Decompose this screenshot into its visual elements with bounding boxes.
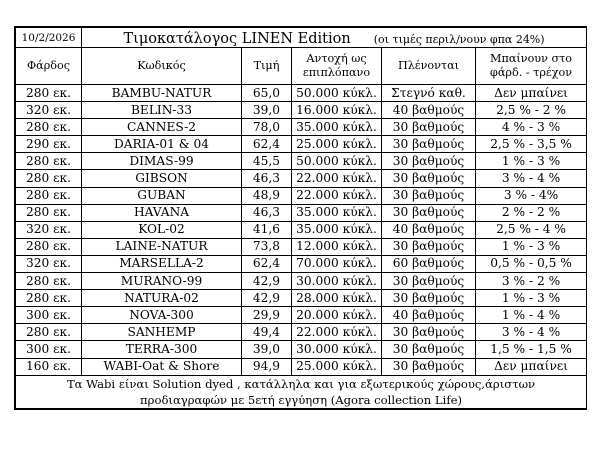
cell-washing: 40 βαθμούς	[382, 307, 476, 324]
table-row	[16, 85, 587, 102]
price-list-date: 10/2/2026	[16, 28, 82, 48]
cell-durability: 35.000 κύκλ.	[292, 221, 382, 238]
cell-shrink: 3 % - 4 %	[476, 324, 587, 341]
cell-washing: 30 βαθμούς	[382, 273, 476, 290]
cell-size: 280 εκ.	[16, 204, 82, 221]
table-row	[16, 290, 587, 307]
cell-shrink: 3 % - 4%	[476, 187, 587, 204]
cell-code: BELIN-33	[82, 102, 242, 119]
cell-shrink: Δεν μπαίνει	[476, 85, 587, 102]
cell-price: 94,9	[242, 358, 292, 375]
cell-durability: 20.000 κύκλ.	[292, 307, 382, 324]
table-row	[16, 307, 587, 324]
cell-code: SANHEMP	[82, 324, 242, 341]
cell-code: DARIA-01 & 04	[82, 136, 242, 153]
price-list-title: Τιμοκατάλογος LINEN Edition	[123, 31, 351, 47]
cell-price: 78,0	[242, 119, 292, 136]
cell-durability: 70.000 κύκλ.	[292, 255, 382, 272]
cell-size: 160 εκ.	[16, 358, 82, 375]
footer-note	[16, 375, 587, 408]
cell-code: KOL-02	[82, 221, 242, 238]
table-row	[16, 204, 587, 221]
cell-shrink: 2,5 % - 3,5 %	[476, 136, 587, 153]
cell-price: 39,0	[242, 341, 292, 358]
cell-durability: 50.000 κύκλ.	[292, 85, 382, 102]
cell-price: 73,8	[242, 238, 292, 255]
cell-size: 320 εκ.	[16, 255, 82, 272]
cell-shrink: 2 % - 2 %	[476, 204, 587, 221]
cell-durability: 30.000 κύκλ.	[292, 341, 382, 358]
cell-size: 280 εκ.	[16, 290, 82, 307]
cell-washing: 30 βαθμούς	[382, 238, 476, 255]
cell-durability: 30.000 κύκλ.	[292, 273, 382, 290]
cell-durability: 35.000 κύκλ.	[292, 119, 382, 136]
cell-code: MARSELLA-2	[82, 255, 242, 272]
table-row	[16, 324, 587, 341]
cell-shrink: 1 % - 3 %	[476, 153, 587, 170]
cell-washing: 30 βαθμούς	[382, 170, 476, 187]
table-row	[16, 153, 587, 170]
cell-code: NOVA-300	[82, 307, 242, 324]
price-table	[15, 27, 587, 409]
cell-price: 29,9	[242, 307, 292, 324]
cell-washing: Στεγνό καθ.	[382, 85, 476, 102]
cell-code: GIBSON	[82, 170, 242, 187]
cell-price: 42,9	[242, 290, 292, 307]
cell-shrink: 3 % - 4 %	[476, 170, 587, 187]
cell-durability: 12.000 κύκλ.	[292, 238, 382, 255]
column-header-shrink: Μπαίνουν στο φάρδ. - τρέχον	[476, 48, 587, 85]
table-row	[16, 221, 587, 238]
cell-washing: 30 βαθμούς	[382, 358, 476, 375]
cell-washing: 30 βαθμούς	[382, 153, 476, 170]
table-row	[16, 187, 587, 204]
cell-shrink: 2,5 % - 4 %	[476, 221, 587, 238]
cell-size: 300 εκ.	[16, 307, 82, 324]
cell-size: 280 εκ.	[16, 273, 82, 290]
cell-price: 62,4	[242, 255, 292, 272]
table-row	[16, 119, 587, 136]
cell-size: 280 εκ.	[16, 324, 82, 341]
cell-shrink: 1 % - 3 %	[476, 238, 587, 255]
cell-code: LAINE-NATUR	[82, 238, 242, 255]
cell-size: 280 εκ.	[16, 170, 82, 187]
column-header-row	[16, 48, 587, 85]
cell-shrink: Δεν μπαίνει	[476, 358, 587, 375]
cell-code: MURANO-99	[82, 273, 242, 290]
cell-durability: 28.000 κύκλ.	[292, 290, 382, 307]
cell-shrink: 1 % - 4 %	[476, 307, 587, 324]
cell-code: WABI-Oat & Shore	[82, 358, 242, 375]
cell-price: 46,3	[242, 204, 292, 221]
footer-note-line2: προδιαγραφών με 5ετή εγγύηση (Agora collection Life)	[140, 392, 463, 407]
table-row	[16, 238, 587, 255]
cell-shrink: 4 % - 3 %	[476, 119, 587, 136]
cell-code: GUBAN	[82, 187, 242, 204]
cell-size: 290 εκ.	[16, 136, 82, 153]
cell-durability: 25.000 κύκλ.	[292, 136, 382, 153]
cell-size: 320 εκ.	[16, 221, 82, 238]
cell-price: 42,9	[242, 273, 292, 290]
cell-washing: 40 βαθμούς	[382, 221, 476, 238]
cell-durability: 22.000 κύκλ.	[292, 170, 382, 187]
cell-durability: 22.000 κύκλ.	[292, 324, 382, 341]
cell-washing: 60 βαθμούς	[382, 255, 476, 272]
cell-price: 39,0	[242, 102, 292, 119]
cell-shrink: 1,5 % - 1,5 %	[476, 341, 587, 358]
cell-size: 280 εκ.	[16, 153, 82, 170]
column-header-code: Κωδικός	[82, 48, 242, 85]
table-row	[16, 170, 587, 187]
cell-code: HAVANA	[82, 204, 242, 221]
cell-price: 62,4	[242, 136, 292, 153]
title-cell	[82, 28, 587, 48]
cell-durability: 35.000 κύκλ.	[292, 204, 382, 221]
cell-washing: 30 βαθμούς	[382, 341, 476, 358]
cell-size: 320 εκ.	[16, 102, 82, 119]
cell-washing: 40 βαθμούς	[382, 102, 476, 119]
cell-shrink: 2,5 % - 2 %	[476, 102, 587, 119]
table-row	[16, 358, 587, 375]
cell-washing: 30 βαθμούς	[382, 204, 476, 221]
table-row	[16, 136, 587, 153]
cell-size: 280 εκ.	[16, 119, 82, 136]
cell-code: TERRA-300	[82, 341, 242, 358]
footer-row	[16, 375, 587, 408]
cell-code: DIMAS-99	[82, 153, 242, 170]
table-row	[16, 102, 587, 119]
cell-shrink: 3 % - 2 %	[476, 273, 587, 290]
column-header-size: Φάρδος	[16, 48, 82, 85]
table-row	[16, 341, 587, 358]
price-list-sheet	[14, 26, 587, 410]
cell-durability: 50.000 κύκλ.	[292, 153, 382, 170]
cell-washing: 30 βαθμούς	[382, 119, 476, 136]
table-row	[16, 255, 587, 272]
cell-washing: 30 βαθμούς	[382, 290, 476, 307]
cell-durability: 25.000 κύκλ.	[292, 358, 382, 375]
cell-size: 280 εκ.	[16, 85, 82, 102]
cell-washing: 30 βαθμούς	[382, 324, 476, 341]
cell-washing: 30 βαθμούς	[382, 136, 476, 153]
column-header-durability: Αντοχή ως επιπλόπανο	[292, 48, 382, 85]
cell-price: 49,4	[242, 324, 292, 341]
cell-durability: 16.000 κύκλ.	[292, 102, 382, 119]
cell-size: 300 εκ.	[16, 341, 82, 358]
cell-size: 280 εκ.	[16, 187, 82, 204]
title-row	[16, 28, 587, 48]
vat-note: (οι τιμές περιλ/νουν φπα 24%)	[373, 33, 545, 46]
cell-price: 46,3	[242, 170, 292, 187]
cell-price: 45,5	[242, 153, 292, 170]
footer-note-line1: Τα Wabi είναι Solution dyed , κατάλληλα και για εξωτερικούς χώρους,άριστων	[66, 376, 536, 391]
column-header-washing: Πλένονται	[382, 48, 476, 85]
cell-washing: 30 βαθμούς	[382, 187, 476, 204]
cell-code: BAMBU-NATUR	[82, 85, 242, 102]
cell-shrink: 1 % - 3 %	[476, 290, 587, 307]
cell-price: 48,9	[242, 187, 292, 204]
cell-size: 280 εκ.	[16, 238, 82, 255]
cell-code: NATURA-02	[82, 290, 242, 307]
cell-price: 65,0	[242, 85, 292, 102]
cell-shrink: 0,5 % - 0,5 %	[476, 255, 587, 272]
cell-price: 41,6	[242, 221, 292, 238]
cell-durability: 22.000 κύκλ.	[292, 187, 382, 204]
table-row	[16, 273, 587, 290]
cell-code: CANNES-2	[82, 119, 242, 136]
column-header-price: Τιμή	[242, 48, 292, 85]
